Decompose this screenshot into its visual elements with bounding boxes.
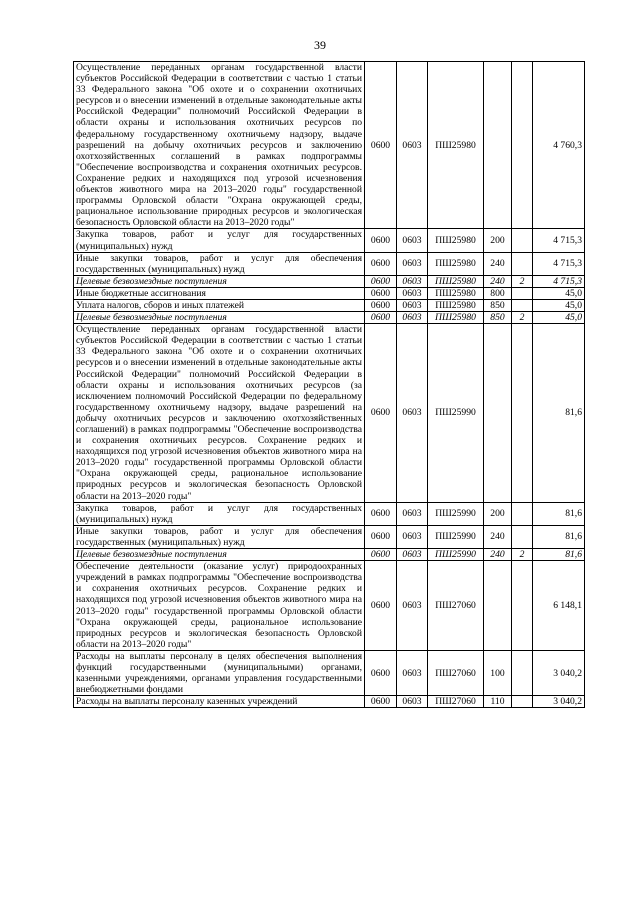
- section-code-cell: 0600: [365, 275, 397, 287]
- amount-cell: 81,6: [533, 525, 585, 548]
- source-cell: [512, 502, 533, 525]
- section-code-cell: 0600: [365, 299, 397, 311]
- subsection-code-cell: 0603: [397, 549, 428, 561]
- expense-type-cell: 240: [484, 275, 512, 287]
- section-code-cell: 0600: [365, 229, 397, 252]
- description-cell: Иные закупки товаров, работ и услуг для обеспечения государственных (муниципальных) нужд: [74, 252, 365, 275]
- section-code-cell: 0600: [365, 650, 397, 695]
- target-article-cell: ПШ25980: [428, 287, 484, 299]
- subsection-code-cell: 0603: [397, 275, 428, 287]
- amount-cell: 3 040,2: [533, 650, 585, 695]
- expense-type-cell: 100: [484, 650, 512, 695]
- section-code-cell: 0600: [365, 252, 397, 275]
- amount-cell: 6 148,1: [533, 561, 585, 651]
- description-cell: Расходы на выплаты персоналу в целях обеспечения выполнения функций государственными (муниципальными) органами, казенными учреждениями, органами управления государственными внебюджетными фондами: [74, 650, 365, 695]
- amount-cell: 81,6: [533, 324, 585, 503]
- subsection-code-cell: 0603: [397, 502, 428, 525]
- amount-cell: 45,0: [533, 287, 585, 299]
- budget-table-body: [74, 62, 585, 708]
- amount-cell: 45,0: [533, 312, 585, 324]
- subsection-code-cell: 0603: [397, 62, 428, 229]
- section-code-cell: 0600: [365, 525, 397, 548]
- target-article-cell: ПШ27060: [428, 561, 484, 651]
- amount-cell: 81,6: [533, 549, 585, 561]
- description-cell: Целевые безвозмездные поступления: [74, 312, 365, 324]
- description-cell: Расходы на выплаты персоналу казенных учреждений: [74, 696, 365, 708]
- source-cell: [512, 229, 533, 252]
- table-row: [74, 525, 585, 548]
- section-code-cell: 0600: [365, 696, 397, 708]
- table-row: [74, 561, 585, 651]
- subsection-code-cell: 0603: [397, 561, 428, 651]
- expense-type-cell: [484, 62, 512, 229]
- source-cell: 2: [512, 275, 533, 287]
- source-cell: [512, 324, 533, 503]
- expense-type-cell: 200: [484, 502, 512, 525]
- table-row: [74, 549, 585, 561]
- source-cell: [512, 299, 533, 311]
- description-cell: Иные бюджетные ассигнования: [74, 287, 365, 299]
- table-row: [74, 696, 585, 708]
- expense-type-cell: 240: [484, 549, 512, 561]
- source-cell: 2: [512, 312, 533, 324]
- expense-type-cell: 240: [484, 252, 512, 275]
- description-cell: Целевые безвозмездные поступления: [74, 549, 365, 561]
- amount-cell: 4 715,3: [533, 229, 585, 252]
- amount-cell: 4 715,3: [533, 252, 585, 275]
- source-cell: [512, 650, 533, 695]
- table-row: [74, 299, 585, 311]
- section-code-cell: 0600: [365, 324, 397, 503]
- target-article-cell: ПШ25980: [428, 229, 484, 252]
- subsection-code-cell: 0603: [397, 312, 428, 324]
- source-cell: [512, 696, 533, 708]
- budget-table: [73, 61, 585, 708]
- table-row: [74, 287, 585, 299]
- description-cell: Осуществление переданных органам государственной власти субъектов Российской Федерации в соответствии с частью 1 статьи 33 Федерального закона "Об охоте и о сохранении охотничьих ресурсов и о внесении изменений в отдельные законодательные акты Российской Федерации" полномочий Российской Федерации в области охраны и использования охотничьих ресурсов (за исключением полномочий Российской Федерации по федеральному государственному охотничьему надзору, выдаче разрешений на добычу охотничьих ресурсов и заключению охотхозяйственных соглашений) в рамках подпрограммы "Обеспечение воспроизводства и сохранения охотничьих ресурсов. Сохранение редких и находящихся под угрозой исчезновения объектов животного мира на 2013–2020 годы" государственной программы Орловской области "Охрана окружающей среды, рациональное использование природных ресурсов и экологическая безопасность Орловской области на 2013–2020 годы": [74, 324, 365, 503]
- section-code-cell: 0600: [365, 62, 397, 229]
- expense-type-cell: 200: [484, 229, 512, 252]
- table-row: [74, 275, 585, 287]
- amount-cell: 4 760,3: [533, 62, 585, 229]
- target-article-cell: ПШ25980: [428, 62, 484, 229]
- description-cell: Уплата налогов, сборов и иных платежей: [74, 299, 365, 311]
- expense-type-cell: [484, 561, 512, 651]
- source-cell: [512, 561, 533, 651]
- description-cell: Закупка товаров, работ и услуг для государственных (муниципальных) нужд: [74, 502, 365, 525]
- source-cell: [512, 252, 533, 275]
- subsection-code-cell: 0603: [397, 696, 428, 708]
- description-cell: Закупка товаров, работ и услуг для государственных (муниципальных) нужд: [74, 229, 365, 252]
- expense-type-cell: 110: [484, 696, 512, 708]
- target-article-cell: ПШ27060: [428, 696, 484, 708]
- target-article-cell: ПШ25990: [428, 324, 484, 503]
- source-cell: 2: [512, 549, 533, 561]
- subsection-code-cell: 0603: [397, 287, 428, 299]
- table-row: [74, 324, 585, 503]
- target-article-cell: ПШ25990: [428, 549, 484, 561]
- source-cell: [512, 287, 533, 299]
- subsection-code-cell: 0603: [397, 229, 428, 252]
- expense-type-cell: [484, 324, 512, 503]
- section-code-cell: 0600: [365, 549, 397, 561]
- subsection-code-cell: 0603: [397, 252, 428, 275]
- target-article-cell: ПШ27060: [428, 650, 484, 695]
- amount-cell: 3 040,2: [533, 696, 585, 708]
- expense-type-cell: 240: [484, 525, 512, 548]
- subsection-code-cell: 0603: [397, 525, 428, 548]
- page-number: 39: [314, 38, 326, 52]
- description-cell: Осуществление переданных органам государственной власти субъектов Российской Федерации в соответствии с частью 1 статьи 33 Федерального закона "Об охоте и о сохранении охотничьих ресурсов и о внесении изменений в отдельные законодательные акты Российской Федерации" полномочий Российской Федерации в области охраны и использования охотничьих ресурсов по федеральному государственному охотничьему надзору, выдаче разрешений на добычу охотничьих ресурсов и заключению охотхозяйственных соглашений в рамках подпрограммы "Обеспечение воспроизводства и сохранения охотничьих ресурсов. Сохранение редких и находящихся под угрозой исчезновения объектов животного мира на 2013–2020 годы" государственной программы Орловской области "Охрана окружающей среды, рациональное использование природных ресурсов и экологическая безопасность Орловской области на 2013–2020 годы": [74, 62, 365, 229]
- target-article-cell: ПШ25980: [428, 312, 484, 324]
- table-row: [74, 312, 585, 324]
- section-code-cell: 0600: [365, 287, 397, 299]
- section-code-cell: 0600: [365, 502, 397, 525]
- subsection-code-cell: 0603: [397, 299, 428, 311]
- section-code-cell: 0600: [365, 561, 397, 651]
- target-article-cell: ПШ25990: [428, 525, 484, 548]
- target-article-cell: ПШ25980: [428, 275, 484, 287]
- target-article-cell: ПШ25980: [428, 299, 484, 311]
- section-code-cell: 0600: [365, 312, 397, 324]
- description-cell: Целевые безвозмездные поступления: [74, 275, 365, 287]
- expense-type-cell: 800: [484, 287, 512, 299]
- table-row: [74, 502, 585, 525]
- table-row: [74, 62, 585, 229]
- amount-cell: 81,6: [533, 502, 585, 525]
- source-cell: [512, 525, 533, 548]
- amount-cell: 45,0: [533, 299, 585, 311]
- description-cell: Иные закупки товаров, работ и услуг для обеспечения государственных (муниципальных) нужд: [74, 525, 365, 548]
- source-cell: [512, 62, 533, 229]
- description-cell: Обеспечение деятельности (оказание услуг) природоохранных учреждений в рамках подпрограммы "Обеспечение воспроизводства и сохранения охотничьих ресурсов. Сохранение редких и находящихся под угрозой исчезновения объектов животного мира на 2013–2020 годы" государственной программы Орловской области "Охрана окружающей среды, рациональное использование природных ресурсов и экологическая безопасность Орловской области на 2013–2020 годы": [74, 561, 365, 651]
- table-row: [74, 229, 585, 252]
- expense-type-cell: 850: [484, 299, 512, 311]
- subsection-code-cell: 0603: [397, 650, 428, 695]
- target-article-cell: ПШ25990: [428, 502, 484, 525]
- target-article-cell: ПШ25980: [428, 252, 484, 275]
- table-row: [74, 650, 585, 695]
- subsection-code-cell: 0603: [397, 324, 428, 503]
- amount-cell: 4 715,3: [533, 275, 585, 287]
- table-row: [74, 252, 585, 275]
- expense-type-cell: 850: [484, 312, 512, 324]
